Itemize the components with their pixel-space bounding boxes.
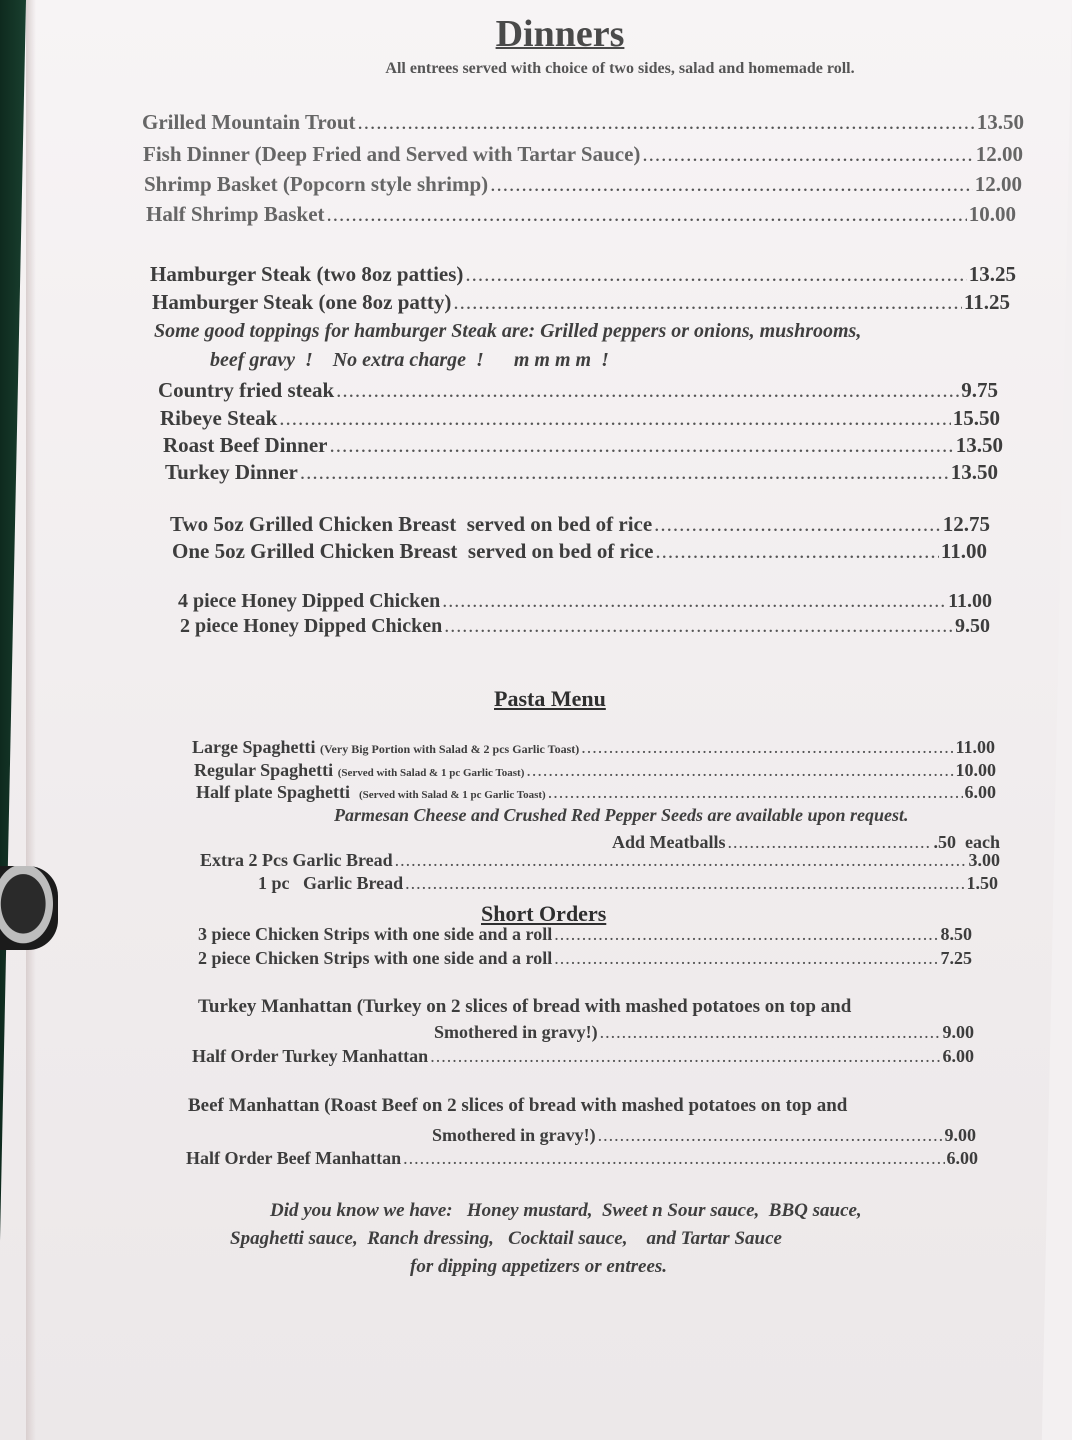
item-name: Roast Beef Dinner: [163, 433, 328, 457]
item-price: 1.50: [966, 873, 998, 893]
menu-item: [172, 539, 987, 564]
page-edge-shadow: [26, 0, 36, 1440]
menu-item: [200, 850, 1000, 871]
item-name: Grilled Mountain Trout: [142, 110, 356, 134]
menu-item: [143, 142, 1023, 167]
item-price: 13.50: [955, 433, 1003, 457]
short-orders-heading: Short Orders: [481, 901, 607, 926]
item-name: Regular Spaghetti: [194, 760, 334, 780]
item-name: Smothered in gravy!): [432, 1125, 596, 1145]
item-name: 3 piece Chicken Strips with one side and a roll: [198, 924, 553, 944]
menu-item: [142, 110, 1024, 135]
item-price: 6.00: [946, 1148, 978, 1168]
toppings-note-line1: Some good toppings for hamburger Steak are: Grilled peppers or onions, mushrooms,: [154, 320, 862, 342]
item-name: 4 piece Honey Dipped Chicken: [178, 590, 441, 612]
menu-item: [144, 172, 1022, 197]
menu-item: [258, 873, 998, 894]
menu-item: [192, 1046, 974, 1067]
menu-item: [178, 590, 992, 613]
item-name: Extra 2 Pcs Garlic Bread: [200, 850, 393, 870]
sauces-note-line1: Did you know we have: Honey mustard, Sweet n Sour sauce, BBQ sauce,: [270, 1200, 862, 1221]
menu-item: [160, 406, 1000, 431]
menu-item: [194, 760, 996, 781]
item-name: Country fried steak: [158, 378, 335, 402]
item-price: 9.00: [942, 1022, 974, 1042]
item-name: 1 pc Garlic Bread: [258, 873, 404, 893]
item-name: Two 5oz Grilled Chicken Breast served on bed of rice: [170, 512, 653, 536]
item-price: 15.50: [952, 406, 1000, 430]
item-name: 2 piece Honey Dipped Chicken: [180, 615, 443, 637]
menu-item: [146, 202, 1016, 227]
item-price: 11.00: [948, 590, 992, 612]
beef-manhattan-description: Beef Manhattan (Roast Beef on 2 slices of bread with mashed potatoes on top and: [188, 1095, 848, 1116]
menu-item: [432, 1125, 976, 1146]
page-title: Dinners: [495, 13, 625, 55]
item-name: Ribeye Steak: [160, 406, 278, 430]
menu-item: [163, 433, 1003, 458]
toppings-note-line2: beef gravy ! No extra charge ! m m m m !: [210, 349, 609, 371]
item-name: Half plate Spaghetti: [196, 782, 351, 802]
item-name: Add Meatballs: [612, 832, 726, 852]
item-price: 7.25: [940, 948, 972, 968]
item-name: Turkey Dinner: [165, 460, 298, 484]
item-price: 9.00: [944, 1125, 976, 1145]
menu-item: [180, 615, 990, 638]
item-price: 10.00: [955, 760, 996, 780]
item-price: 11.00: [940, 539, 987, 563]
item-price: 13.25: [968, 262, 1016, 286]
item-name: 2 piece Chicken Strips with one side and a roll: [198, 948, 553, 968]
menu-item: [158, 378, 998, 403]
page-subtitle: All entrees served with choice of two sides, salad and homemade roll.: [385, 60, 855, 77]
menu-item: [170, 512, 990, 537]
menu-item: [434, 1022, 974, 1043]
sauces-note-line2: Spaghetti sauce, Ranch dressing, Cocktail sauce, and Tartar Sauce: [230, 1228, 782, 1249]
menu-item: [198, 948, 972, 969]
menu-item: [152, 290, 1010, 315]
item-price: 11.25: [963, 290, 1010, 314]
item-name: Half Order Beef Manhattan: [186, 1148, 402, 1168]
menu-item: [150, 262, 1016, 287]
item-price: 9.75: [961, 378, 998, 402]
item-note: (Served with Salad & 1 pc Garlic Toast): [359, 789, 546, 801]
item-name: Half Order Turkey Manhattan: [192, 1046, 429, 1066]
item-name: Shrimp Basket (Popcorn style shrimp): [144, 172, 489, 196]
item-name: Fish Dinner (Deep Fried and Served with Tartar Sauce): [143, 142, 641, 166]
item-name: Half Shrimp Basket: [146, 202, 325, 226]
item-price: 12.00: [974, 172, 1022, 196]
item-name: Hamburger Steak (one 8oz patty): [152, 290, 452, 314]
item-price: 12.00: [975, 142, 1023, 166]
item-note: (Very Big Portion with Salad & 2 pcs Garlic Toast): [320, 742, 580, 756]
item-name: Smothered in gravy!): [434, 1022, 598, 1042]
item-price: 6.00: [964, 782, 996, 802]
item-price: 3.00: [968, 850, 1000, 870]
item-name: Large Spaghetti: [192, 737, 316, 757]
parmesan-note: Parmesan Cheese and Crushed Red Pepper Seeds are available upon request.: [334, 805, 909, 825]
item-price: 9.50: [955, 615, 990, 637]
item-name: One 5oz Grilled Chicken Breast served on bed of rice: [172, 539, 654, 563]
item-price: 8.50: [940, 924, 972, 944]
item-price: 13.50: [976, 110, 1024, 134]
sauces-note-line3: for dipping appetizers or entrees.: [410, 1256, 668, 1277]
item-price: 12.75: [942, 512, 990, 536]
turkey-manhattan-description: Turkey Manhattan (Turkey on 2 slices of bread with mashed potatoes on top and: [198, 996, 852, 1017]
item-price: 11.00: [955, 737, 995, 757]
menu-item: [186, 1148, 978, 1169]
item-name: Hamburger Steak (two 8oz patties): [150, 262, 464, 286]
thumb-holding-menu: [0, 866, 58, 950]
item-price: .50 each: [933, 832, 1000, 852]
menu-item: [192, 737, 995, 758]
menu-item: [196, 782, 996, 803]
pasta-menu-heading: Pasta Menu: [494, 686, 606, 711]
item-price: 6.00: [942, 1046, 974, 1066]
item-price: 10.00: [968, 202, 1016, 226]
item-price: 13.50: [950, 460, 998, 484]
menu-item: [165, 460, 998, 485]
menu-item: [198, 924, 972, 945]
item-note: (Served with Salad & 1 pc Garlic Toast): [337, 767, 525, 779]
